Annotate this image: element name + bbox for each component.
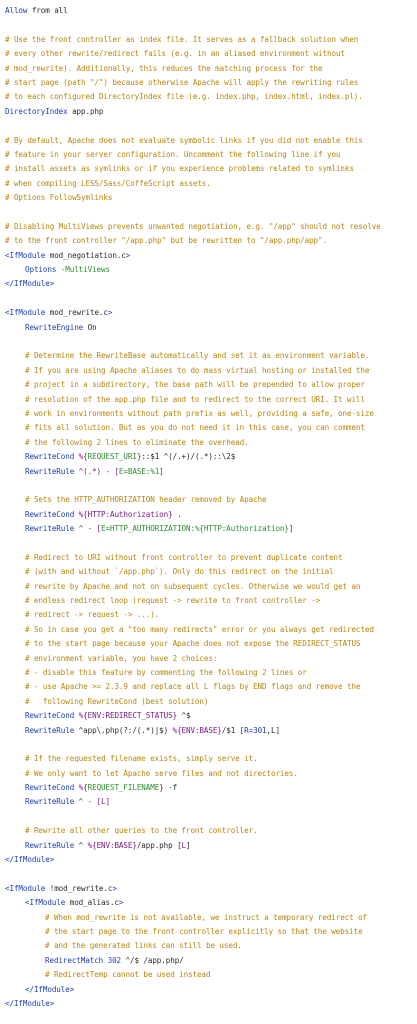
code-token-comment: # If the requested filename exists, simply serve it. xyxy=(25,754,258,764)
code-token-string: REQUEST_FILENAME xyxy=(87,783,160,793)
code-token-variable: } xyxy=(172,711,178,721)
code-line xyxy=(0,983,417,997)
code-token-comment: # - use Apache >= 2.3.9 and replace all L flags by END flags and remove the xyxy=(25,682,361,692)
code-line xyxy=(0,105,417,119)
code-line xyxy=(0,436,417,450)
code-token-variable: ^(.*) - [ xyxy=(74,466,119,476)
code-token-comment: # fits all solution. But as you do not need it in this case, you can comment xyxy=(25,423,365,433)
code-token-plain: ,L] xyxy=(266,725,280,735)
code-token-plain: mod_rewrite.c xyxy=(45,308,108,318)
code-token-comment: # environment variable, you have 2 choices: xyxy=(25,653,218,663)
code-token-directive: <IfModule xyxy=(5,883,46,893)
code-line xyxy=(0,954,417,968)
code-line xyxy=(0,810,417,824)
code-line xyxy=(0,249,417,263)
code-line xyxy=(0,911,417,925)
code-token-comment: # Determine the RewriteBase automatically and set it as environment variable. xyxy=(25,351,370,361)
code-line xyxy=(0,551,417,565)
code-token-comment: # RedirectTemp cannot be used instead xyxy=(45,970,211,980)
code-token-number: R=301 xyxy=(244,725,267,735)
code-line xyxy=(0,522,417,536)
code-token-plain: ^$ xyxy=(177,711,191,721)
code-token-plain: /app.php [ xyxy=(136,840,182,850)
code-line xyxy=(0,292,417,306)
code-view[interactable] xyxy=(0,4,417,1011)
code-token-comment: # the following 2 lines to eliminate the overhead. xyxy=(25,437,249,447)
code-line xyxy=(0,90,417,104)
code-token-comment: # If you are using Apache aliases to do mass virtual hosting or installed the xyxy=(25,365,370,375)
code-token-plain: mod_negotiation.c xyxy=(45,250,126,260)
code-token-directive: </IfModule> xyxy=(25,984,75,994)
code-token-comment: # feature in your server configuration. Uncomment the following line if you xyxy=(5,149,341,159)
code-token-variable: ] xyxy=(288,524,294,534)
code-token-variable: ^ - [ xyxy=(74,524,102,534)
code-line xyxy=(0,968,417,982)
code-token-comment: # Redirect to URI without front controller to prevent duplicate content xyxy=(25,552,343,562)
code-token-plain: ^ xyxy=(74,840,88,850)
code-token-comment: # - disable this feature by commenting the following 2 lines or xyxy=(25,667,307,677)
code-token-comment: # to the start page because your Apache does not expose the REDIRECT_STATUS xyxy=(25,639,361,649)
code-token-directive: RewriteRule xyxy=(25,840,75,850)
code-token-comment: # to each configured DirectoryIndex file (e.g. index.php, index.html, index.pl). xyxy=(5,92,363,102)
code-token-variable: } xyxy=(136,452,142,462)
code-line xyxy=(0,421,417,435)
code-token-directive: RewriteRule xyxy=(25,797,75,807)
code-token-plain: ^app\.php(?:/(.*)|$) xyxy=(74,725,173,735)
code-line xyxy=(0,277,417,291)
code-token-directive: <IfModule xyxy=(5,308,46,318)
code-token-string: E=HTTP_AUTHORIZATION:%{HTTP:Authorization} xyxy=(101,524,289,534)
code-line xyxy=(0,47,417,61)
code-token-comment: # to the front controller "/app.php" but be rewritten to "/app.php/app". xyxy=(5,236,327,246)
code-line xyxy=(0,738,417,752)
code-line xyxy=(0,695,417,709)
code-token-variable: %{ xyxy=(74,711,88,721)
code-line xyxy=(0,62,417,76)
code-token-variable: %{ xyxy=(74,783,88,793)
code-token-directive: > xyxy=(107,308,113,318)
code-token-directive: RewriteCond xyxy=(25,509,75,519)
code-line xyxy=(0,680,417,694)
code-token-variable: ] xyxy=(105,797,111,807)
code-token-directive: Options xyxy=(25,265,57,275)
code-token-comment: # endless redirect loop (request -> rewrite to front controller -> xyxy=(25,596,321,606)
code-token-plain: !mod_rewrite.c xyxy=(45,883,113,893)
code-token-directive: RewriteRule xyxy=(25,725,75,735)
code-line xyxy=(0,119,417,133)
code-token-string: REQUEST_URI xyxy=(87,452,137,462)
code-token-directive: RedirectMatch xyxy=(45,955,104,965)
code-line xyxy=(0,349,417,363)
code-line xyxy=(0,335,417,349)
code-token-string: -MultiViews xyxy=(56,265,110,275)
code-token-comment: # Sets the HTTP_AUTHORIZATION header removed by Apache xyxy=(25,495,267,505)
code-line xyxy=(0,450,417,464)
code-token-plain: from all xyxy=(27,6,68,15)
code-token-plain: app.php xyxy=(67,106,104,116)
code-line xyxy=(0,220,417,234)
code-token-comment: # following RewriteCond (best solution) xyxy=(25,696,209,706)
code-line xyxy=(0,939,417,953)
code-line xyxy=(0,925,417,939)
code-line xyxy=(0,76,417,90)
code-line xyxy=(0,853,417,867)
code-token-comment: # project in a subdirectory, the base path will be prepended to allow proper xyxy=(25,380,365,390)
code-line xyxy=(0,364,417,378)
code-line xyxy=(0,263,417,277)
code-line xyxy=(0,177,417,191)
code-token-comment: # When mod_rewrite is not available, we instruct a temporary redirect of xyxy=(45,912,367,922)
code-token-comment: # start page (path "/") because otherwise Apache will apply the rewriting rules xyxy=(5,77,359,87)
code-token-variable: ^ - [ xyxy=(74,797,102,807)
code-token-directive: </IfModule> xyxy=(5,998,55,1008)
code-token-variable: %{ xyxy=(74,452,88,462)
code-token-comment: # every other rewrite/redirect fails (e.g. in an aliased environment without xyxy=(5,49,345,59)
code-token-plain: mod_alias.c xyxy=(65,898,119,908)
code-line xyxy=(0,637,417,651)
code-token-comment: # rewrite by Apache and not on subsequent cycles. Otherwise we would get an xyxy=(25,581,361,591)
code-token-comment: # By default, Apache does not evaluate symbolic links if you did not enable this xyxy=(5,135,363,145)
code-token-directive: RewriteRule xyxy=(25,466,75,476)
code-token-directive: RewriteCond xyxy=(25,452,75,462)
code-token-variable: %{ xyxy=(74,509,88,519)
code-token-plain: . xyxy=(172,509,182,519)
code-token-variable: } xyxy=(159,783,164,793)
code-line xyxy=(0,896,417,910)
code-token-directive: > xyxy=(118,898,124,908)
code-token-comment: # So in case you get a "too many redirects" error or you always get redirected xyxy=(25,624,374,634)
code-line xyxy=(0,234,417,248)
code-token-variable: ] xyxy=(159,466,164,476)
code-line xyxy=(0,608,417,622)
code-token-number: 302 xyxy=(103,955,122,965)
code-line xyxy=(0,393,417,407)
code-line xyxy=(0,666,417,680)
code-token-comment: # mod_rewrite). Additionally, this reduces the matching process for the xyxy=(5,63,323,73)
code-line xyxy=(0,867,417,881)
code-token-directive: RewriteEngine xyxy=(25,322,84,332)
code-line xyxy=(0,378,417,392)
code-line xyxy=(0,33,417,47)
code-line xyxy=(0,306,417,320)
code-token-variable: } xyxy=(168,509,173,519)
code-line xyxy=(0,536,417,550)
code-token-directive: <IfModule xyxy=(25,898,66,908)
code-token-variable: ENV:REDIRECT_STATUS xyxy=(87,711,173,721)
code-line xyxy=(0,134,417,148)
code-line xyxy=(0,580,417,594)
code-token-comment: # install assets as symlinks or if you experience problems related to symlinks xyxy=(5,164,354,174)
code-line xyxy=(0,882,417,896)
code-line xyxy=(0,191,417,205)
code-token-directive: > xyxy=(112,883,117,893)
code-token-directive: <IfModule xyxy=(5,250,46,260)
code-token-variable: %{ENV:BASE} xyxy=(87,840,137,850)
code-line xyxy=(0,479,417,493)
code-token-directive: Allow xyxy=(5,6,28,15)
code-line xyxy=(0,148,417,162)
code-line xyxy=(0,594,417,608)
code-line xyxy=(0,4,417,18)
code-line xyxy=(0,752,417,766)
code-token-directive: RewriteCond xyxy=(25,711,75,721)
code-token-comment: # when compiling LESS/Sass/CoffeScript assets. xyxy=(5,178,211,188)
code-token-plain: ] xyxy=(186,840,191,850)
code-line xyxy=(0,767,417,781)
code-token-comment: # Rewrite all other queries to the front controller. xyxy=(25,826,258,836)
code-line xyxy=(0,795,417,809)
code-line xyxy=(0,565,417,579)
code-token-comment: # Disabling MultiViews prevents unwanted negotiation, e.g. "/app" should not resolve xyxy=(5,221,381,231)
code-line xyxy=(0,652,417,666)
code-token-plain: On xyxy=(83,322,97,332)
code-token-comment: # Use the front controller as index file. It serves as a fallback solution when xyxy=(5,34,359,44)
code-line xyxy=(0,839,417,853)
code-token-plain: ^/$ /app.php/ xyxy=(121,955,184,965)
code-token-comment: # the start page to the front controller explicitly so that the website xyxy=(45,927,363,936)
code-line xyxy=(0,18,417,32)
code-line xyxy=(0,623,417,637)
code-line xyxy=(0,493,417,507)
code-token-comment: # Options FollowSymlinks xyxy=(5,193,113,203)
code-token-plain: /$1 [ xyxy=(221,725,245,735)
code-token-directive: DirectoryIndex xyxy=(5,106,68,116)
code-token-directive: </IfModule> xyxy=(5,855,55,865)
code-token-variable: L xyxy=(101,797,106,807)
code-line xyxy=(0,824,417,838)
code-token-comment: # We only want to let Apache serve files and not directories. xyxy=(25,768,298,778)
code-token-directive: RewriteRule xyxy=(25,524,75,534)
code-line xyxy=(0,205,417,219)
code-line xyxy=(0,407,417,421)
code-token-comment: # resolution of the app.php file and to redirect to the correct URI. It will xyxy=(25,394,365,404)
code-token-variable: %{ENV:BASE} xyxy=(172,725,222,735)
code-token-comment: # redirect -> request -> ...). xyxy=(25,610,160,620)
code-token-directive: > xyxy=(125,250,131,260)
code-line xyxy=(0,997,417,1011)
code-token-directive: RewriteCond xyxy=(25,783,75,793)
code-token-comment: # and the generated links can still be used. xyxy=(45,941,242,951)
code-line xyxy=(0,724,417,738)
code-line xyxy=(0,162,417,176)
code-line xyxy=(0,709,417,723)
code-line xyxy=(0,508,417,522)
code-token-directive: </IfModule> xyxy=(5,279,55,289)
code-token-plain: ::$1 ^(/.+)/(.*)::\2$ xyxy=(141,452,236,462)
code-token-variable: L xyxy=(181,840,187,850)
code-token-plain: -f xyxy=(163,783,178,793)
code-token-string: E=BASE:%1 xyxy=(118,466,160,476)
code-line xyxy=(0,321,417,335)
code-line xyxy=(0,465,417,479)
code-token-variable: HTTP:Authorization xyxy=(87,509,169,519)
code-line xyxy=(0,781,417,795)
code-token-comment: # work in environments without path prefix as well, providing a safe, one-size xyxy=(25,408,374,418)
code-token-comment: # (with and without `/app.php`). Only do this redirect on the initial xyxy=(25,567,334,577)
